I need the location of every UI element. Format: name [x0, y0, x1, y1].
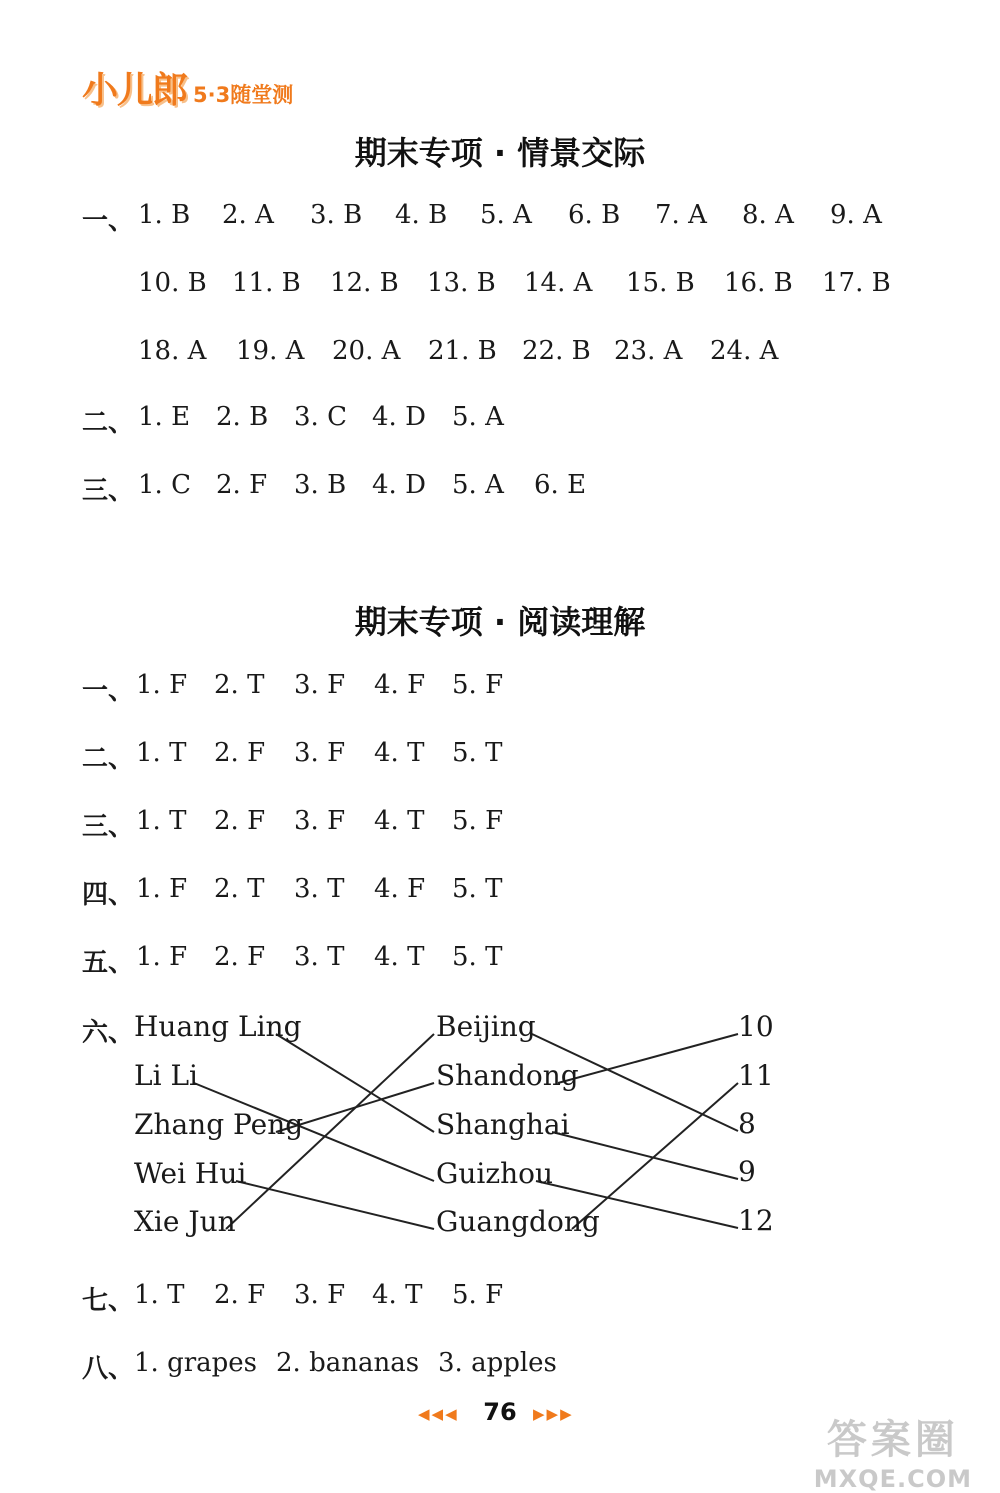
page-number: 76: [483, 1398, 517, 1426]
question-group-label: 三、: [82, 476, 135, 506]
answer-item: 2. B: [216, 402, 269, 432]
watermark-line1: 答案圈: [826, 1417, 959, 1463]
answer-item: 4. F: [374, 874, 426, 904]
answer-item: 3. B: [310, 200, 363, 230]
matching-place: Beijing: [436, 1010, 536, 1043]
answer-item: 4. T: [372, 1280, 423, 1310]
question-group-label: 八、: [82, 1354, 135, 1384]
next-arrows-icon: ▶▶▶: [533, 1405, 574, 1423]
matching-number: 8: [738, 1107, 756, 1140]
brand-logo: 小儿郎: [82, 70, 188, 111]
answer-item: 3. F: [294, 806, 346, 836]
answer-item: 1. F: [136, 874, 188, 904]
answer-item: 20. A: [332, 336, 401, 366]
question-group-label: 五、: [82, 948, 135, 978]
answer-item: 1. F: [136, 942, 188, 972]
answer-item: 6. B: [568, 200, 621, 230]
answer-item: 2. F: [216, 470, 268, 500]
matching-name: Zhang Peng: [134, 1108, 304, 1141]
brand-series: 5·3随堂测: [193, 83, 294, 107]
answer-item: 1. C: [138, 470, 191, 500]
answer-item: 12. B: [330, 268, 399, 298]
section-title-dialogue: 期末专项 · 情景交际: [354, 134, 646, 172]
answer-item: 18. A: [138, 336, 207, 366]
answer-item: 3. apples: [438, 1348, 557, 1378]
answer-item: 10. B: [138, 268, 207, 298]
watermark: [814, 1408, 972, 1493]
question-group-label: 六、: [82, 1018, 135, 1048]
answer-item: 4. D: [372, 470, 426, 500]
matching-place: Guizhou: [436, 1157, 554, 1190]
answer-item: 5. T: [452, 942, 503, 972]
answer-item: 3. T: [294, 942, 345, 972]
matching-place: Shanghai: [436, 1108, 570, 1141]
answer-item: 2. A: [222, 200, 274, 230]
question-group-label: 一、: [82, 676, 135, 706]
answer-item: 7. A: [655, 200, 707, 230]
answer-item: 6. E: [534, 470, 587, 500]
answer-item: 4. T: [374, 806, 425, 836]
answer-item: 5. A: [452, 470, 504, 500]
answer-item: 5. F: [452, 670, 504, 700]
answer-item: 21. B: [428, 336, 497, 366]
answer-item: 4. T: [374, 738, 425, 768]
matching-number: 10: [738, 1010, 774, 1043]
prev-arrows-icon: ◀◀◀: [418, 1405, 459, 1423]
answer-item: 5. A: [480, 200, 532, 230]
answer-item: 2. T: [214, 670, 265, 700]
watermark-line2: MXQE.COM: [813, 1465, 972, 1493]
matching-number: 11: [738, 1059, 774, 1092]
answer-item: 9. A: [830, 200, 882, 230]
matching-name: Huang Ling: [134, 1010, 302, 1043]
answer-item: 24. A: [710, 336, 779, 366]
answer-item: 1. T: [134, 1280, 185, 1310]
answer-item: 5. T: [452, 738, 503, 768]
answer-item: 1. T: [136, 806, 187, 836]
question-group-label: 二、: [82, 744, 135, 774]
answer-item: 13. B: [427, 268, 496, 298]
answer-item: 2. F: [214, 738, 266, 768]
question-group-label: 四、: [82, 880, 135, 910]
question-group-label: 一、: [82, 206, 135, 236]
matching-name: Li Li: [134, 1059, 198, 1092]
answer-item: 2. F: [214, 942, 266, 972]
answer-row: [0, 1280, 1000, 1320]
answer-item: 15. B: [626, 268, 695, 298]
answer-item: 4. D: [372, 402, 426, 432]
answer-item: 11. B: [232, 268, 301, 298]
answer-item: 3. T: [294, 874, 345, 904]
answer-item: 3. F: [294, 1280, 346, 1310]
answer-item: 4. F: [374, 670, 426, 700]
answer-item: 2. F: [214, 1280, 266, 1310]
answer-item: 3. B: [294, 470, 347, 500]
answer-item: 1. F: [136, 670, 188, 700]
answer-item: 5. T: [452, 874, 503, 904]
question-group-label: 三、: [82, 812, 135, 842]
answer-item: 2. bananas: [276, 1348, 420, 1378]
question-group-label: 七、: [82, 1286, 135, 1316]
answer-row: [0, 1348, 1000, 1388]
matching-place: Shandong: [436, 1059, 579, 1092]
answer-item: 2. T: [214, 874, 265, 904]
answer-item: 17. B: [822, 268, 891, 298]
answer-item: 5. F: [452, 806, 504, 836]
matching-number: 12: [738, 1204, 774, 1237]
answer-item: 14. A: [524, 268, 593, 298]
answer-item: 5. A: [452, 402, 504, 432]
answer-item: 4. B: [395, 200, 448, 230]
answer-item: 4. T: [374, 942, 425, 972]
answer-item: 3. C: [294, 402, 347, 432]
answer-item: 8. A: [742, 200, 794, 230]
section-title-reading: 期末专项 · 阅读理解: [354, 603, 646, 641]
answer-item: 2. F: [214, 806, 266, 836]
place-to-number-line: [552, 1132, 738, 1179]
answer-item: 1. T: [136, 738, 187, 768]
answer-item: 16. B: [724, 268, 793, 298]
answer-item: 3. F: [294, 670, 346, 700]
answer-item: 1. E: [138, 402, 191, 432]
matching-place: Guangdong: [436, 1205, 600, 1238]
answer-item: 1. grapes: [134, 1348, 258, 1378]
name-to-place-line: [236, 1181, 434, 1229]
matching-number: 9: [738, 1155, 756, 1188]
matching-name: Wei Hui: [134, 1157, 247, 1190]
answer-item: 19. A: [236, 336, 305, 366]
answer-item: 23. A: [614, 336, 683, 366]
answer-item: 1. B: [138, 200, 191, 230]
answer-item: 5. F: [452, 1280, 504, 1310]
answer-item: 22. B: [522, 336, 591, 366]
answer-item: 3. F: [294, 738, 346, 768]
question-group-label: 二、: [82, 408, 135, 438]
matching-name: Xie Jun: [134, 1205, 236, 1238]
